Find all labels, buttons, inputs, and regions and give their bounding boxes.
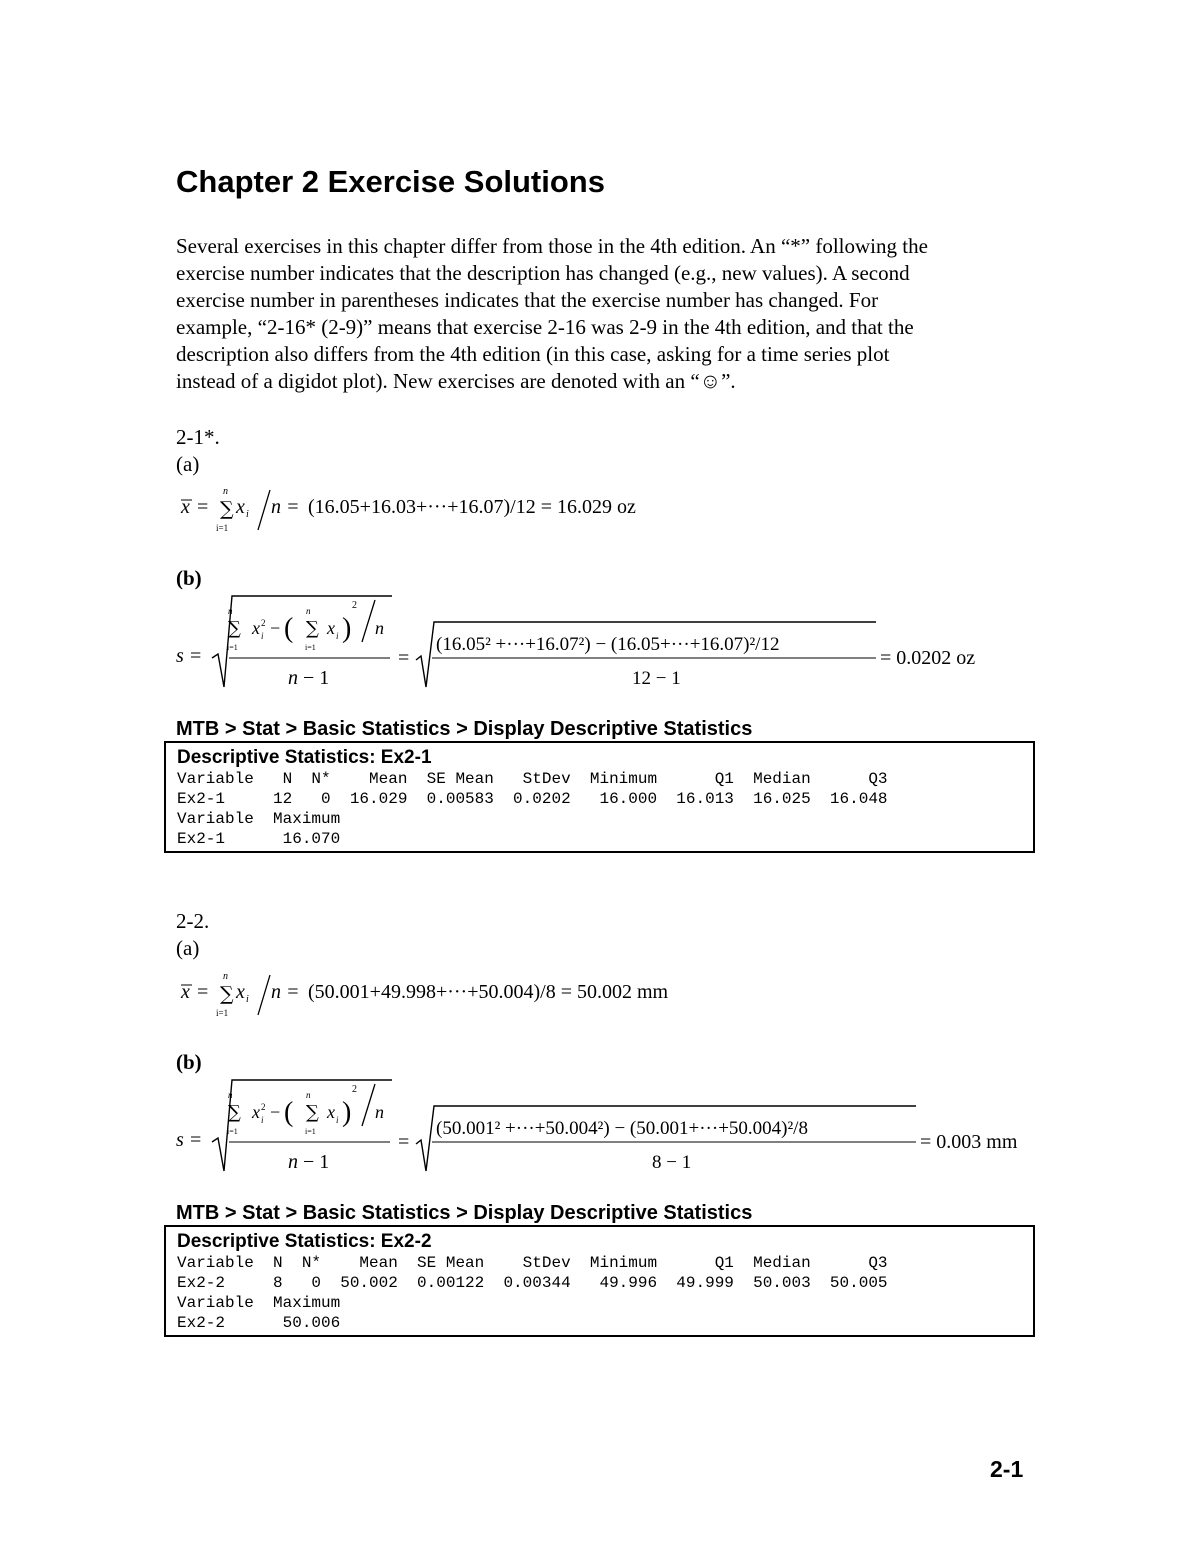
- svg-text:i=1: i=1: [227, 643, 238, 652]
- svg-text:(16.05+16.03+···+16.07)/12 =: (16.05+16.03+···+16.07)/12 = 16.029 oz: [308, 496, 636, 518]
- svg-text:s =: s =: [176, 645, 203, 667]
- svg-text:x: x: [236, 496, 245, 518]
- svg-text:− 1: − 1: [303, 667, 330, 689]
- intro-line: instead of a digidot plot). New exercises are denoted with an “☺”.: [176, 369, 736, 393]
- minitab-output-box: [164, 741, 1035, 853]
- svg-text:n: n: [306, 1090, 311, 1100]
- svg-text:−: −: [270, 618, 281, 638]
- svg-text:s =: s =: [176, 1129, 203, 1151]
- table-row: Ex2-1 12 0 16.029 0.00583 0.0202 16.000 16.013 16.025 16.048: [177, 790, 888, 808]
- svg-text:(: (: [284, 613, 294, 644]
- sd-formula: [172, 1076, 1038, 1176]
- table-row: Ex2-2 50.006: [177, 1314, 341, 1332]
- svg-text:∑: ∑: [228, 618, 241, 639]
- svg-text:n: n: [228, 1090, 233, 1100]
- svg-text:): ): [342, 613, 352, 644]
- svg-text:= 0.003 mm: = 0.003 mm: [920, 1131, 1018, 1153]
- page-title: Chapter 2 Exercise Solutions: [176, 164, 605, 199]
- sd-formula: [172, 592, 1022, 692]
- svg-text:i=1: i=1: [227, 1127, 238, 1136]
- svg-text:=: =: [398, 1131, 410, 1153]
- svg-text:i=1: i=1: [216, 523, 229, 533]
- svg-text:x: x: [236, 981, 245, 1003]
- svg-text:): ): [342, 1097, 352, 1128]
- svg-text:n: n: [306, 606, 311, 616]
- part-label: (a): [176, 936, 200, 960]
- table-row: Variable N N* Mean SE Mean StDev Minimum Q1 Median Q3: [177, 1254, 888, 1272]
- svg-text:n: n: [223, 486, 228, 497]
- table-row: Ex2-2 8 0 50.002 0.00122 0.00344 49.996 49.999 50.003 50.005: [177, 1274, 888, 1292]
- svg-text:n: n: [228, 606, 233, 616]
- table-row: Variable Maximum: [177, 810, 341, 828]
- table-row: Variable Maximum: [177, 1294, 341, 1312]
- svg-text:x: x: [181, 496, 190, 518]
- svg-text:x: x: [181, 981, 190, 1003]
- mean-formula: [170, 963, 890, 1023]
- svg-text:i: i: [336, 1115, 339, 1125]
- svg-text:i: i: [261, 1115, 264, 1125]
- svg-text:∑: ∑: [220, 498, 234, 520]
- svg-text:i: i: [261, 631, 264, 641]
- minitab-output-box: [164, 1225, 1035, 1337]
- svg-text:∑: ∑: [220, 983, 234, 1005]
- intro-line: exercise number indicates that the description has changed (e.g., new values). A second: [176, 261, 910, 285]
- svg-text:(50.001+49.998+···+50.004)/8 =: (50.001+49.998+···+50.004)/8 = 50.002 mm: [308, 981, 669, 1003]
- svg-text:i: i: [246, 509, 249, 520]
- svg-text:12 − 1: 12 − 1: [632, 668, 681, 689]
- svg-text:i=1: i=1: [305, 643, 316, 652]
- part-label: (b): [176, 566, 202, 590]
- svg-text:n: n: [223, 971, 228, 982]
- svg-text:x: x: [327, 618, 335, 638]
- svg-text:=: =: [197, 981, 209, 1003]
- table-row: Variable N N* Mean SE Mean StDev Minimum Q1 Median Q3: [177, 770, 888, 788]
- svg-text:n: n: [375, 1102, 384, 1122]
- svg-text:x: x: [252, 1102, 260, 1122]
- svg-text:n =: n =: [271, 496, 300, 518]
- svg-text:−: −: [270, 1102, 281, 1122]
- mtb-menu-path: MTB > Stat > Basic Statistics > Display Descriptive Statistics: [176, 718, 753, 740]
- svg-text:i=1: i=1: [305, 1127, 316, 1136]
- svg-text:n: n: [288, 667, 298, 689]
- svg-text:(16.05² +···+16.07²) − (16.05+: (16.05² +···+16.07²) − (16.05+···+16.07)²/12: [436, 634, 780, 655]
- output-box-title: Descriptive Statistics: Ex2-1: [177, 747, 432, 768]
- svg-text:∑: ∑: [228, 1102, 241, 1123]
- svg-text:=: =: [197, 496, 209, 518]
- output-table: [177, 1253, 1033, 1333]
- table-row: Ex2-1 16.070: [177, 830, 341, 848]
- mtb-menu-path: MTB > Stat > Basic Statistics > Display Descriptive Statistics: [176, 1202, 753, 1224]
- intro-line: description also differs from the 4th edition (in this case, asking for a time series plot: [176, 342, 890, 366]
- svg-text:∑: ∑: [306, 1102, 319, 1123]
- exercise-number: 2-2.: [176, 909, 210, 933]
- svg-text:x: x: [252, 618, 260, 638]
- svg-text:8 − 1: 8 − 1: [652, 1152, 692, 1173]
- intro-line: Several exercises in this chapter differ from those in the 4th edition. An “*” following the: [176, 234, 928, 258]
- svg-text:i=1: i=1: [216, 1008, 229, 1018]
- svg-text:=: =: [398, 647, 410, 669]
- svg-text:∑: ∑: [306, 618, 319, 639]
- output-table: [177, 769, 1033, 849]
- svg-text:2: 2: [352, 1084, 357, 1095]
- intro-line: exercise number in parentheses indicates that the exercise number has changed. For: [176, 288, 879, 312]
- svg-text:= 0.0202 oz: = 0.0202 oz: [880, 647, 976, 669]
- svg-text:n: n: [375, 618, 384, 638]
- svg-text:x: x: [327, 1102, 335, 1122]
- svg-text:n =: n =: [271, 981, 300, 1003]
- mean-formula: [170, 478, 890, 538]
- output-box-title: Descriptive Statistics: Ex2-2: [177, 1231, 432, 1252]
- svg-text:2: 2: [261, 618, 266, 628]
- intro-paragraph: [176, 233, 1046, 395]
- exercise-number: 2-1*.: [176, 425, 220, 449]
- svg-text:− 1: − 1: [303, 1151, 330, 1173]
- part-label: (a): [176, 452, 200, 476]
- part-label: (b): [176, 1050, 202, 1074]
- svg-text:2: 2: [352, 600, 357, 611]
- svg-text:2: 2: [261, 1102, 266, 1112]
- page-number: 2-1: [990, 1456, 1024, 1482]
- svg-text:(: (: [284, 1097, 294, 1128]
- svg-text:i: i: [336, 631, 339, 641]
- intro-line: example, “2-16* (2-9)” means that exercise 2-16 was 2-9 in the 4th edition, and that the: [176, 315, 914, 339]
- svg-text:n: n: [288, 1151, 298, 1173]
- svg-text:i: i: [246, 994, 249, 1005]
- svg-text:(50.001² +···+50.004²) − (50.0: (50.001² +···+50.004²) − (50.001+···+50.004)²/8: [436, 1118, 808, 1139]
